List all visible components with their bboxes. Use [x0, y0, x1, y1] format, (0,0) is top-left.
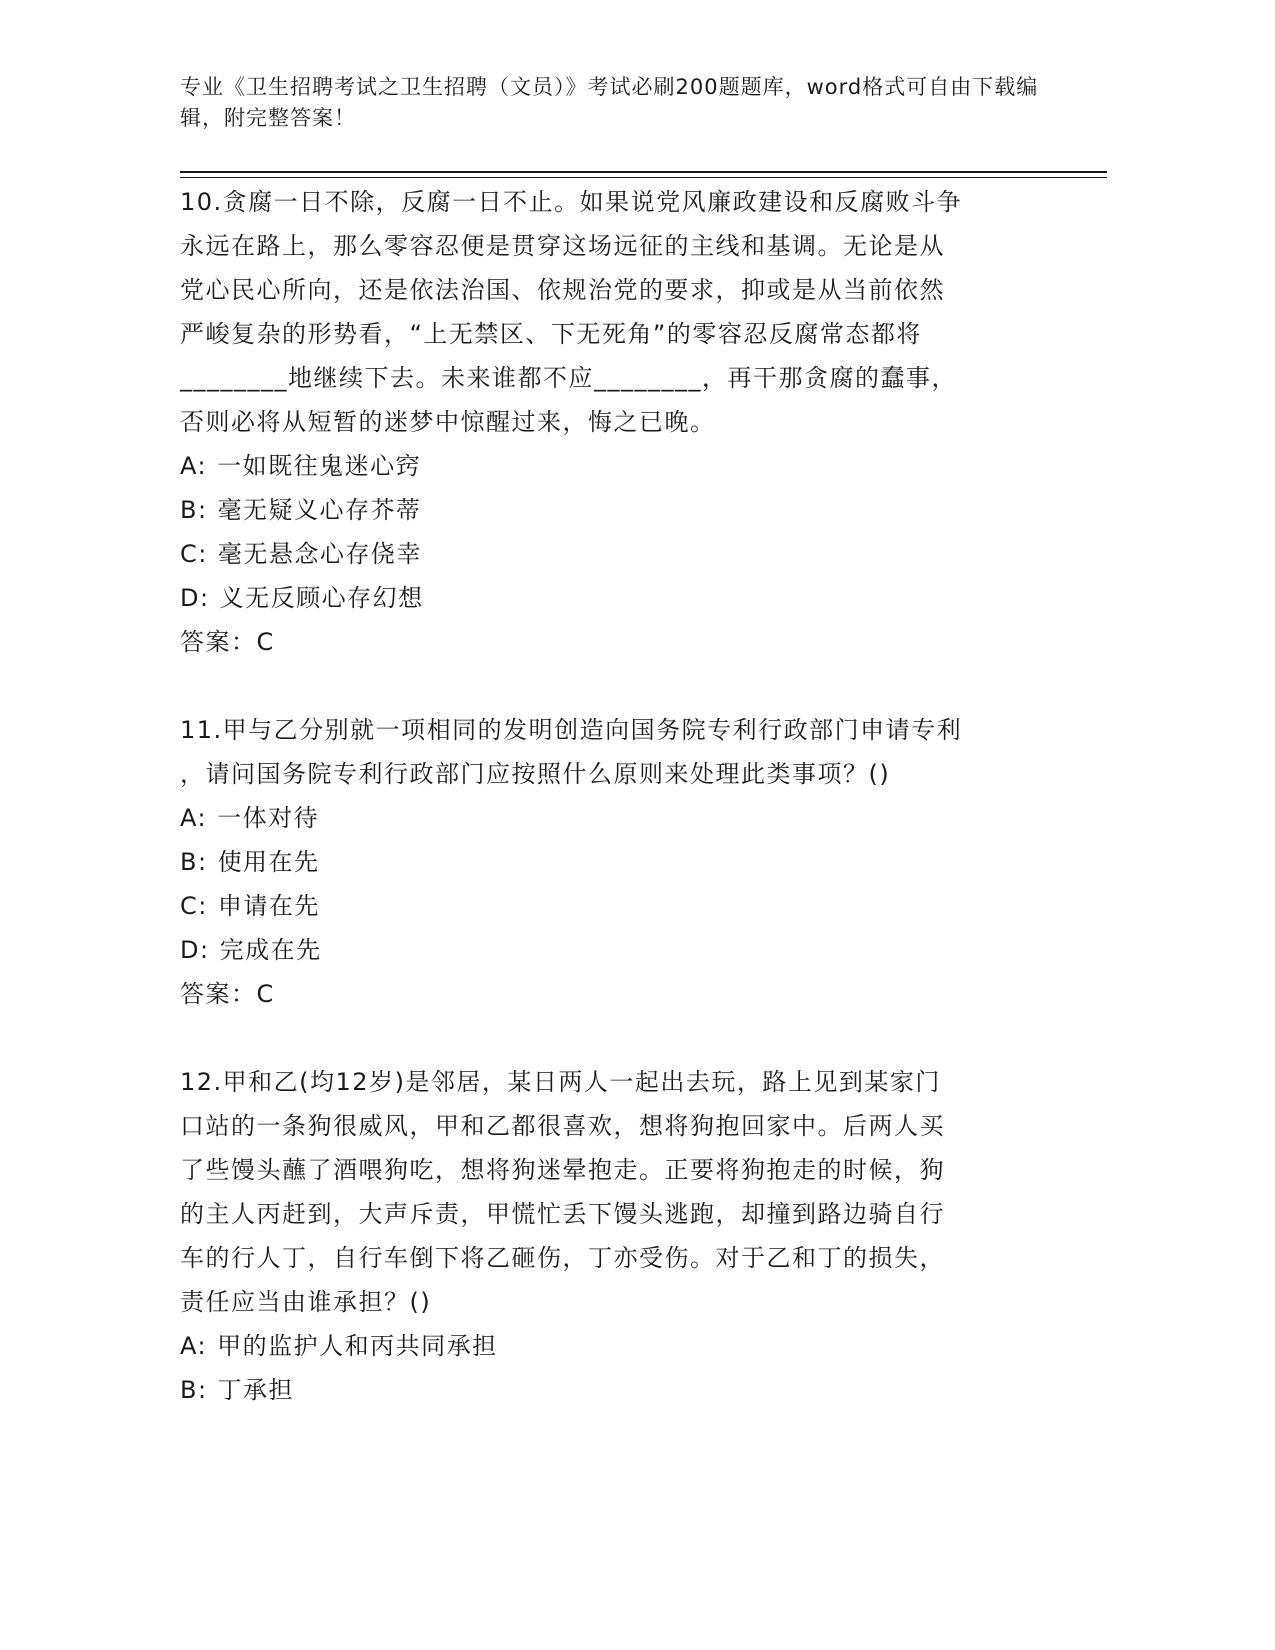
option-letter: D: [180, 584, 210, 612]
option-text: 毫无疑义心存芥蒂 [217, 496, 422, 524]
question-text-line: 的主人丙赶到，大声斥责，甲慌忙丢下馒头逃跑，却撞到路边骑自行 [180, 1200, 945, 1228]
header-rule-thin [180, 177, 1107, 178]
question-text-line: 永远在路上，那么零容忍便是贯穿这场远征的主线和基调。无论是从 [180, 232, 945, 260]
question-text-line: 10.贪腐一日不除，反腐一日不止。如果说党风廉政建设和反腐败斗争 [180, 188, 963, 216]
option-d [180, 576, 1040, 620]
option-text: 一如既往鬼迷心窍 [217, 452, 422, 480]
question-text-line: 口站的一条狗很威风，甲和乙都很喜欢，想将狗抱回家中。后两人买 [180, 1112, 945, 1140]
question-text-line: 严峻复杂的形势看，“上无禁区、下无死角”的零容忍反腐常态都将 [180, 320, 922, 348]
question-text-line: 否则必将从短暂的迷梦中惊醒过来，悔之已晚。 [180, 408, 716, 436]
question-block [180, 180, 1040, 664]
option-text: 丁承担 [217, 1376, 295, 1404]
question-block [180, 708, 1040, 1016]
option-text: 义无反顾心存幻想 [219, 584, 424, 612]
option-text: 毫无悬念心存侥幸 [217, 540, 422, 568]
answer-line: 答案：C [180, 980, 275, 1008]
option-text: 甲的监护人和丙共同承担 [217, 1332, 498, 1360]
option-c [180, 532, 1040, 576]
option-b [180, 488, 1040, 532]
option-text: 一体对待 [217, 804, 320, 832]
header-rule-thick [180, 171, 1107, 173]
option-letter: A: [180, 1332, 208, 1360]
question-text-line: 12.甲和乙(均12岁)是邻居，某日两人一起出去玩，路上见到某家门 [180, 1068, 941, 1096]
question-list [180, 180, 1040, 1456]
question-text-line: 11.甲与乙分别就一项相同的发明创造向国务院专利行政部门申请专利 [180, 716, 963, 744]
answer-line: 答案：C [180, 628, 275, 656]
question-text-line: ，请问国务院专利行政部门应按照什么原则来处理此类事项？() [180, 760, 891, 788]
option-a [180, 1324, 1040, 1368]
option-text: 使用在先 [217, 848, 320, 876]
option-b [180, 1368, 1040, 1412]
option-letter: A: [180, 804, 208, 832]
option-d [180, 928, 1040, 972]
option-letter: D: [180, 936, 210, 964]
option-letter: C: [180, 540, 208, 568]
option-a [180, 796, 1040, 840]
option-letter: C: [180, 892, 208, 920]
option-letter: A: [180, 452, 208, 480]
question-text-line: 车的行人丁，自行车倒下将乙砸伤，丁亦受伤。对于乙和丁的损失， [180, 1244, 945, 1272]
document-header: 专业《卫生招聘考试之卫生招聘（文员）》考试必刷200题题库，word格式可自由下载编辑，附完整答案！ [180, 75, 1039, 130]
question-text-line: 责任应当由谁承担？() [180, 1288, 432, 1316]
question-block [180, 1060, 1040, 1412]
question-text-line: 了些馒头蘸了酒喂狗吃，想将狗迷晕抱走。正要将狗抱走的时候，狗 [180, 1156, 945, 1184]
option-letter: B: [180, 496, 208, 524]
question-text-line: ________地继续下去。未来谁都不应________，再干那贪腐的蠢事， [180, 364, 957, 392]
option-b [180, 840, 1040, 884]
option-text: 完成在先 [219, 936, 322, 964]
option-a [180, 444, 1040, 488]
option-text: 申请在先 [217, 892, 320, 920]
option-letter: B: [180, 1376, 208, 1404]
option-c [180, 884, 1040, 928]
option-letter: B: [180, 848, 208, 876]
question-text-line: 党心民心所向，还是依法治国、依规治党的要求，抑或是从当前依然 [180, 276, 945, 304]
